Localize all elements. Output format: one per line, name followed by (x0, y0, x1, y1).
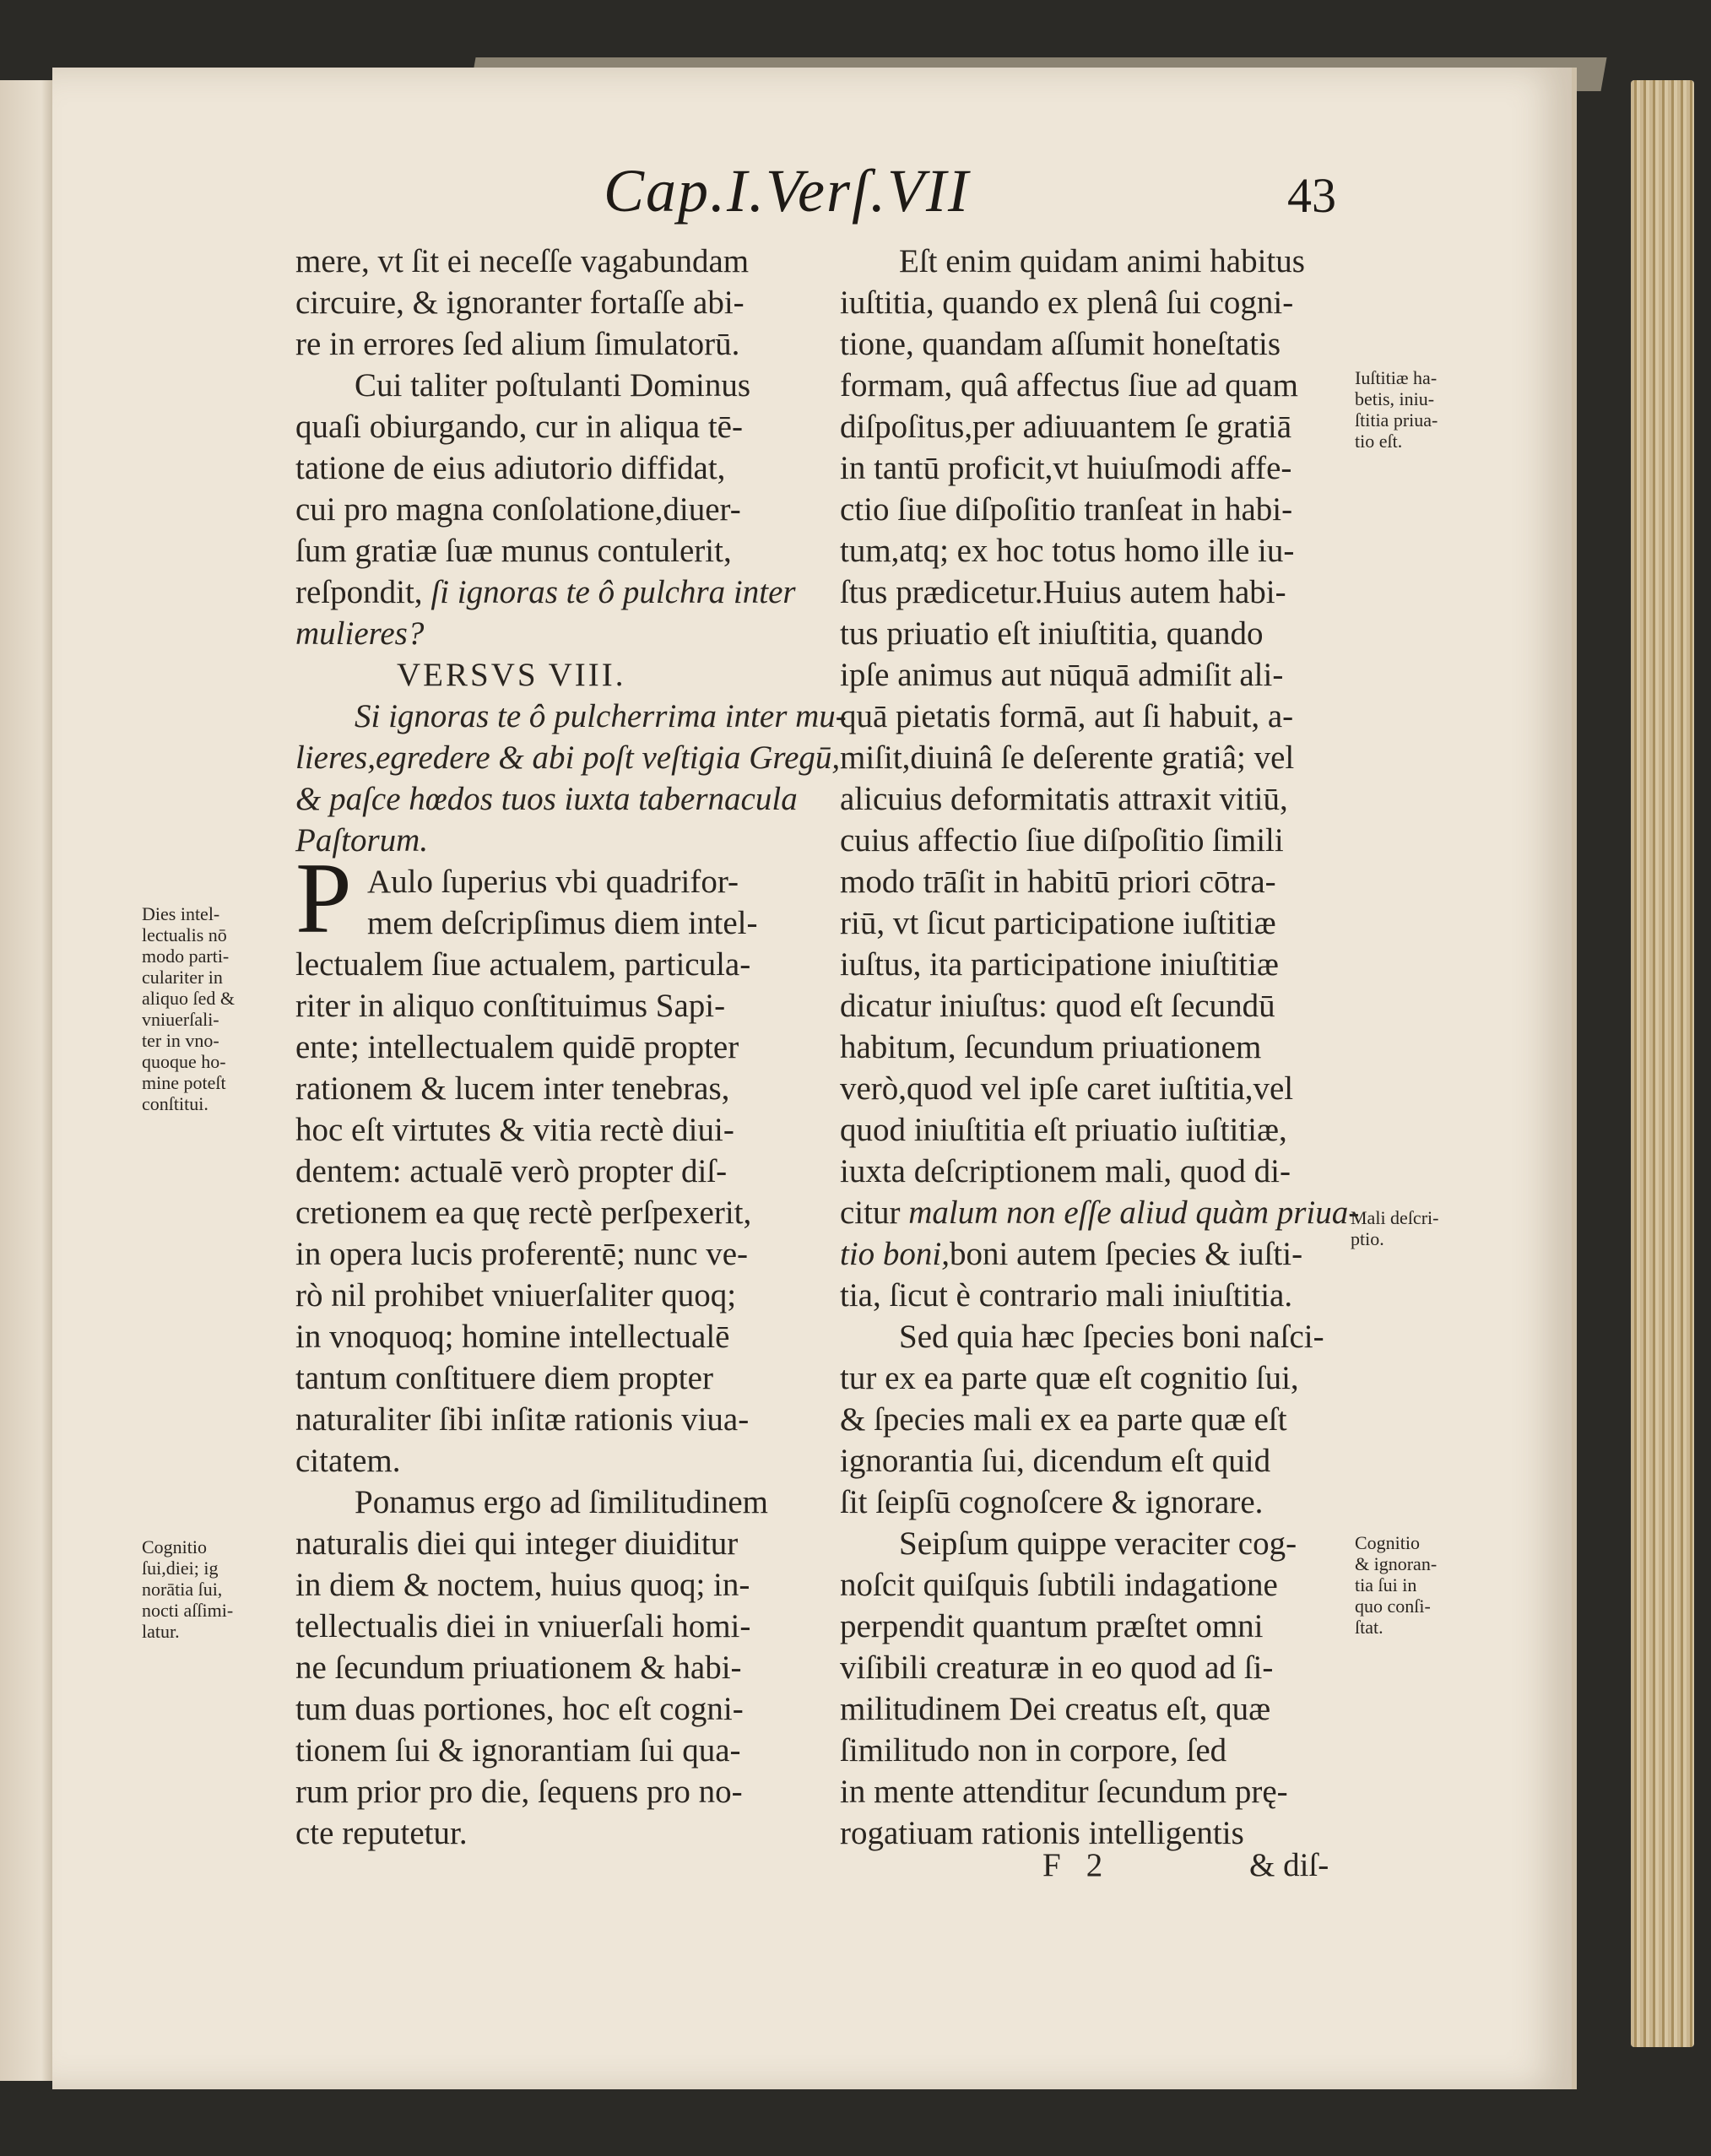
marginal-line: ter in vno- (142, 1030, 219, 1051)
catchword: & diſ- (1249, 1847, 1329, 1883)
signature-number: 2 (1086, 1847, 1103, 1883)
marginal-line: Dies intel- (142, 903, 220, 924)
text-line: quaſi obiurgando, cur in aliqua tē- (295, 409, 743, 445)
text-line (295, 572, 810, 613)
text-line: rò nil prohibet vniuerſaliter quoq; (295, 1277, 737, 1314)
marginal-line: ptio. (1351, 1228, 1384, 1249)
text-line: ſimilitudo non in corpore, ſed (840, 1732, 1227, 1769)
verse-line: Paſtorum. (295, 822, 429, 859)
text-line: Sed quia hæc ſpecies boni naſci- (899, 1319, 1324, 1355)
text-line: & ſpecies mali ex ea parte quæ eſt (840, 1401, 1287, 1438)
text-line: tum,atq; ex hoc totus homo ille iu- (840, 533, 1295, 569)
text-line: formam, quâ affectus ſiue ad quam (840, 367, 1298, 404)
text-line: tione, quandam aſſumit honeſtatis (840, 326, 1281, 362)
text-line: rum prior pro die, ſequens pro no- (295, 1774, 743, 1810)
text-line: naturalis diei qui integer diuiditur (295, 1525, 739, 1562)
marginal-line: nocti aſſimi- (142, 1600, 234, 1621)
text-line: dicatur iniuſtus: quod eſt ſecundū (840, 988, 1275, 1024)
text-line: alicuius deformitatis attraxit vitiū, (840, 781, 1288, 817)
text-line: rogatiuam rationis intelligentis (840, 1815, 1244, 1851)
text-line: in opera lucis proferentē; nunc ve- (295, 1236, 749, 1272)
marginal-line: lectualis nō (142, 924, 227, 945)
marginal-line: conſtitui. (142, 1093, 208, 1114)
text-line: ignorantia ſui, dicendum eſt quid (840, 1443, 1271, 1479)
text-line: Eſt enim quidam animi habitus (899, 243, 1305, 279)
text-line: tum duas portiones, hoc eſt cogni- (295, 1691, 744, 1727)
text-tio-rest: boni autem ſpecies & iuſti- (950, 1236, 1303, 1272)
left-column (295, 241, 847, 1854)
quote-text: ſi ignoras te ô pulchra inter (430, 574, 796, 610)
text-line: miſit,diuinâ ſe deſerente gratiâ; vel (840, 739, 1295, 776)
text-line: in vnoquoq; homine intellectualē (295, 1319, 730, 1355)
marginal-line: aliquo ſed & (142, 988, 235, 1009)
signature-letter: F (1042, 1847, 1061, 1883)
text-line: habitum, ſecundum priuationem (840, 1029, 1262, 1065)
text-line: ctio ſiue diſpoſitio tranſeat in habi- (840, 491, 1293, 528)
text-line: naturaliter ſibi inſitæ rationis viua- (295, 1401, 750, 1438)
text-line: riter in aliquo conſtituimus Sapi- (295, 988, 726, 1024)
marginal-line: Mali deſcri- (1351, 1207, 1439, 1228)
text-line: cte reputetur. (295, 1815, 468, 1851)
facing-page-edge (0, 80, 59, 2081)
marginal-line: Cognitio (142, 1536, 208, 1557)
text-line: iuſtus, ita participatione iniuſtitiæ (840, 946, 1279, 983)
marginal-line: Iuſtitiæ ha- (1355, 367, 1438, 388)
text-line: diſpoſitus,per adiuuantem ſe gratiā (840, 409, 1292, 445)
marginal-note (1351, 1207, 1438, 1249)
marginal-line: tio eſt. (1355, 431, 1403, 452)
text-line: Aulo ſuperius vbi quadrifor- (367, 864, 739, 900)
text-line: in tantū proficit,vt huiuſmodi affe- (840, 450, 1292, 486)
text-line: iuxta deſcriptionem mali, quod di- (840, 1153, 1291, 1189)
marginal-line: ſtitia priua- (1355, 409, 1438, 431)
marginal-line: ſtat. (1355, 1617, 1383, 1638)
text-line: riū, vt ſicut participatione iuſtitiæ (840, 905, 1276, 941)
text-line: tionem ſui & ignorantiam ſui qua- (295, 1732, 741, 1769)
marginal-line: ſui,diei; ig (142, 1557, 219, 1579)
verse-line: lieres,egredere & abi poſt veſtigia Gregū, (295, 739, 841, 776)
text-line: verò,quod vel ipſe caret iuſtitia,vel (840, 1070, 1294, 1107)
quote-text: mulieres? (295, 615, 425, 652)
marginal-line: quo conſi- (1355, 1595, 1431, 1617)
page-fore-edge (1631, 80, 1694, 2047)
text-respondit: reſpondit, (295, 574, 423, 610)
text-line: Seipſum quippe veraciter cog- (899, 1525, 1297, 1562)
running-head: Cap.I.Verſ.VII (604, 157, 970, 225)
text-line: tatione de eius adiutorio diffidat, (295, 450, 726, 486)
text-line: iuſtitia, quando ex plenâ ſui cogni- (840, 284, 1294, 321)
text-line: Ponamus ergo ad ſimilitudinem (355, 1484, 768, 1520)
text-line: re in errores ſed alium ſimulatorū. (295, 326, 740, 362)
text-line: quod iniuſtitia eſt priuatio iuſtitiæ, (840, 1112, 1287, 1148)
signature-mark (1042, 1845, 1128, 1886)
marginal-line: quoque ho- (142, 1051, 226, 1072)
text-line: ſit ſeipſū cognoſcere & ignorare. (840, 1484, 1264, 1520)
text-line: ne ſecundum priuationem & habi- (295, 1650, 742, 1686)
text-line: Cui taliter poſtulanti Dominus (355, 367, 751, 404)
marginal-note (1355, 367, 1438, 452)
drop-cap-paragraph (295, 842, 810, 954)
text-line: rationem & lucem inter tenebras, (295, 1070, 730, 1107)
text-line: citatem. (295, 1443, 401, 1479)
quote-text: tio boni, (840, 1236, 950, 1272)
text-line: viſibili creaturæ in eo quod ad ſi- (840, 1650, 1274, 1686)
text-line: noſcit quiſquis ſubtili indagatione (840, 1567, 1278, 1603)
marginal-line: vniuerſali- (142, 1009, 219, 1030)
marginal-line: mine poteſt (142, 1072, 226, 1093)
text-line: mere, vt ſit ei neceſſe vagabundam (295, 243, 750, 279)
text-line: in mente attenditur ſecundum prę- (840, 1774, 1288, 1810)
text-line: ſum gratiæ ſuæ munus contulerit, (295, 533, 732, 569)
text-line (840, 1233, 1359, 1275)
text-line: ipſe animus aut nūquā admiſit ali- (840, 657, 1284, 693)
section-heading: VERSVS VIII. (397, 657, 626, 693)
text-line: perpendit quantum præſtet omni (840, 1608, 1264, 1644)
text-line: dentem: actualē verò propter diſ- (295, 1153, 728, 1189)
text-line: cui pro magna conſolatione,diuer- (295, 491, 741, 528)
text-line: tantum conſtituere diem propter (295, 1360, 713, 1396)
text-line: tus priuatio eſt iniuſtitia, quando (840, 615, 1264, 652)
marginal-line: culariter in (142, 967, 223, 988)
marginal-note (1355, 1532, 1437, 1638)
text-line (840, 1192, 1359, 1233)
text-line: hoc eſt virtutes & vitia rectè diui- (295, 1112, 734, 1148)
text-line: ente; intellectualem quidē propter (295, 1029, 739, 1065)
text-line: tia, ſicut è contrario mali iniuſtitia. (840, 1277, 1293, 1314)
text-citur: citur (840, 1194, 901, 1231)
text-line: modo trāſit in habitū priori cōtra- (840, 864, 1276, 900)
text-line: tur ex ea parte quæ eſt cognitio ſui, (840, 1360, 1299, 1396)
page-number: 43 (1287, 168, 1336, 223)
text-line: lectualem ſiue actualem, particula- (295, 946, 751, 983)
marginal-line: latur. (142, 1621, 180, 1642)
text-line: circuire, & ignoranter fortaſſe abi- (295, 284, 745, 321)
verse-line: Si ignoras te ô pulcherrima inter mu- (355, 698, 847, 734)
text-line: cretionem ea quę rectè perſpexerit, (295, 1194, 752, 1231)
drop-cap: P (295, 842, 352, 954)
text-line: cuius affectio ſiue diſpoſitio ſimili (840, 822, 1284, 859)
marginal-line: & ignoran- (1355, 1553, 1438, 1574)
text-line: ſtus prædicetur.Huius autem habi- (840, 574, 1286, 610)
marginal-note (142, 1536, 233, 1642)
quote-text: malum non eſſe aliud quàm priua- (908, 1194, 1360, 1231)
text-line: in diem & noctem, huius quoq; in- (295, 1567, 750, 1603)
marginal-line: norātia ſui, (142, 1579, 223, 1600)
text-line: quā pietatis formā, aut ſi habuit, a- (840, 698, 1294, 734)
text-line: tellectualis diei in vniuerſali homi- (295, 1608, 751, 1644)
text-line: mem deſcripſimus diem intel- (367, 905, 758, 941)
marginal-note (142, 903, 235, 1114)
marginal-line: Cognitio (1355, 1532, 1421, 1553)
marginal-line: tia ſui in (1355, 1574, 1417, 1595)
right-column (840, 241, 1359, 1854)
marginal-line: betis, iniu- (1355, 388, 1435, 409)
verse-line: & paſce hœdos tuos iuxta tabernacula (295, 781, 798, 817)
marginal-line: modo parti- (142, 945, 230, 967)
text-line: militudinem Dei creatus eſt, quæ (840, 1691, 1271, 1727)
